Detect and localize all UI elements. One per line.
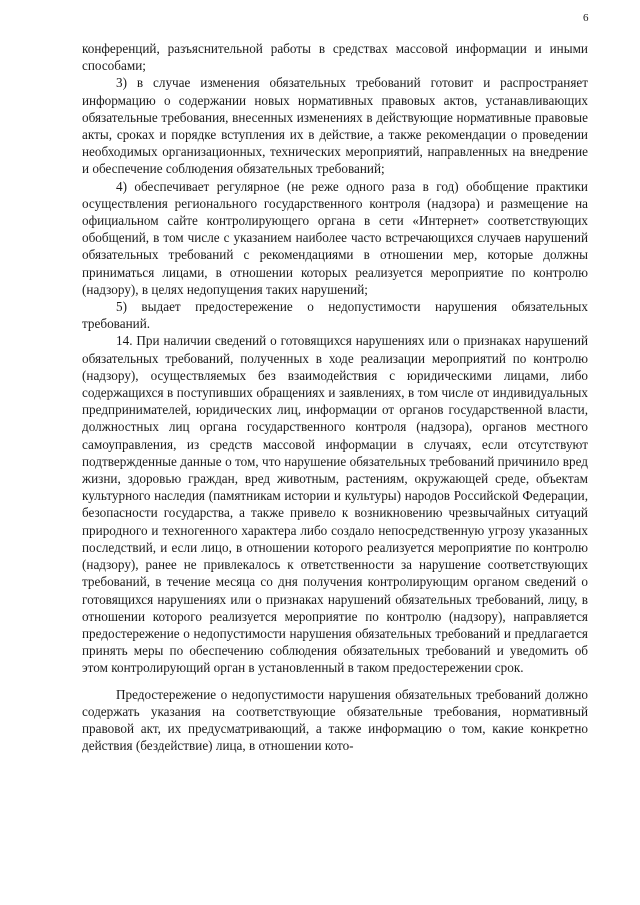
page-number: 6 <box>583 12 589 24</box>
paragraph-item-4: 4) обеспечивает регулярное (не реже одного раза в год) обобщение практики осуществления регионального государственного контроля (надзора) и размещение на официальном сайте контролирующего органа в сети «Интернет» соответствующих обобщений, в том числе с указанием наиболее часто встречающихся случаев нарушений обязательных требований с рекомендациями в отношении мер, которые должны приниматься лицами, в отношении которых реализуется мероприятие по контролю (надзору), в целях недопущения таких нарушений; <box>82 178 588 297</box>
paragraph-warning-content: Предостережение о недопустимости нарушения обязательных требований должно содержать указания на соответствующие обязательные требования, нормативный правовой акт, их предусматривающий, а также информацию о том, какие конкретно действия (бездействие) лица, в отношении кото- <box>82 686 588 754</box>
document-body <box>82 40 588 754</box>
paragraph-section-14: 14. При наличии сведений о готовящихся нарушениях или о признаках нарушений обязательных требований, полученных в ходе реализации мероприятий по контролю (надзору), осуществляемых без взаимодействия с юридическими лицами, либо содержащихся в поступивших обращениях и заявлениях, в том числе от индивидуальных предпринимателей, юридических лиц, информации от органов государственной власти, должностных лиц органа государственного контроля (надзора), органов местного самоуправления, из средств массовой информации в случаях, если отсутствуют подтвержденные данные о том, что нарушение обязательных требований причинило вред жизни, здоровью граждан, вред животным, растениям, окружающей среде, объектам культурного наследия (памятникам истории и культуры) народов Российской Федерации, безопасности государства, а также привело к возникновению чрезвычайных ситуаций природного и техногенного характера либо создало непосредственную угрозу указанных последствий, и если лицо, в отношении которого реализуется мероприятие по контролю (надзору), ранее не привлекалось к ответственности за нарушение соответствующих требований, в течение месяца со дня получения контролирующим органом сведений о готовящихся нарушениях или о признаках нарушений обязательных требований, лицу, в отношении которого реализуется мероприятие по контролю (надзору), направляется предостережение о недопустимости нарушения обязательных требований и предлагается принять меры по обеспечению соблюдения обязательных требований и уведомить об этом контролирующий орган в установленный в таком предостережении срок. <box>82 333 588 676</box>
paragraph-item-5: 5) выдает предостережение о недопустимости нарушения обязательных требований. <box>82 299 588 332</box>
paragraph-item-3: 3) в случае изменения обязательных требований готовит и распространяет информацию о содержании новых нормативных правовых актов, устанавливающих обязательные требования, внесенных изменениях в действующие нормативные правовые акты, сроках и порядке вступления их в действие, а также рекомендации о проведении необходимых организационных, технических мероприятий, направленных на внедрение и обеспечение соблюдения обязательных требований; <box>82 75 588 177</box>
paragraph-1: конференций, разъяснительной работы в средствах массовой информации и иными способами; <box>82 41 588 74</box>
